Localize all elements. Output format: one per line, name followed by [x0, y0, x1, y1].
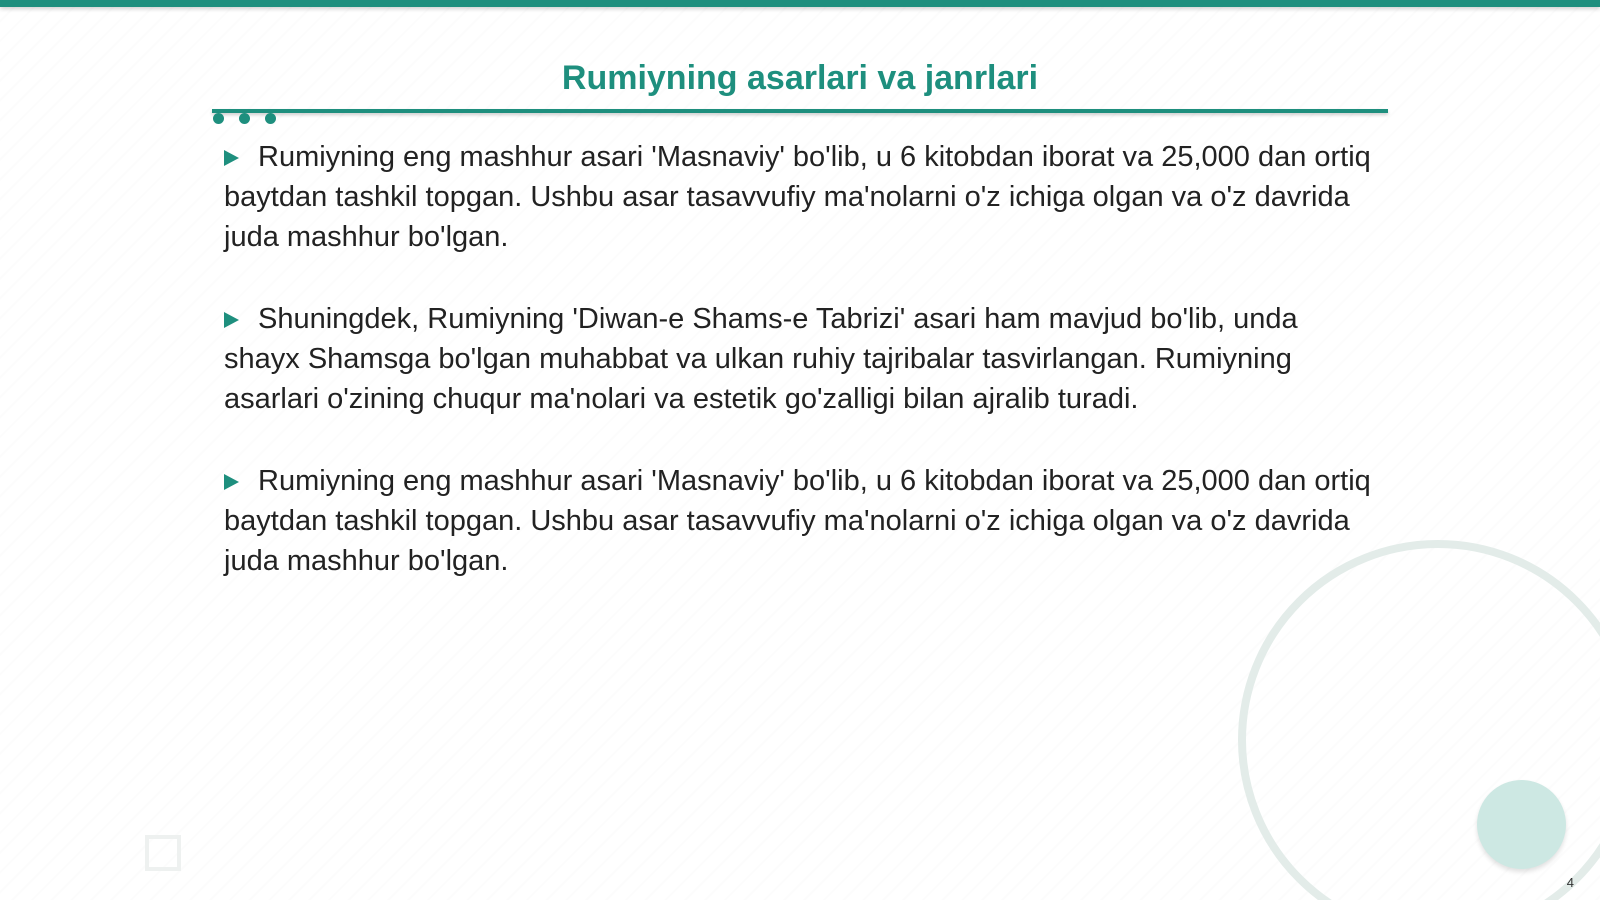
- top-accent-bar: [0, 0, 1600, 7]
- decorative-dot: [265, 113, 276, 124]
- bullet-text: Shuningdek, Rumiyning 'Diwan-e Shams-e Tabrizi' asari ham mavjud bo'lib, unda shayx Shamsga bo'lgan muhabbat va ulkan ruhiy tajribalar tasvirlangan. Rumiyning asarlari o'zining chuqur ma'nolari va estetik go'zalligi bilan ajralib turadi.: [224, 303, 1298, 415]
- bullet-item: [224, 299, 1374, 419]
- slide-title: Rumiyning asarlari va janrlari: [561, 59, 1039, 97]
- triangle-right-icon: [224, 312, 239, 328]
- decorative-dot: [213, 113, 224, 124]
- title-underline: [212, 109, 1388, 113]
- bullet-list: [224, 137, 1374, 623]
- decorative-square: [145, 835, 181, 871]
- triangle-right-icon: [224, 150, 239, 166]
- triangle-right-icon: [224, 474, 239, 490]
- bullet-item: [224, 461, 1374, 581]
- bullet-text: Rumiyning eng mashhur asari 'Masnaviy' bo'lib, u 6 kitobdan iborat va 25,000 dan ortiq baytdan tashkil topgan. Ushbu asar tasavvufiy ma'nolarni o'z ichiga olgan va o'z davrida juda mashhur bo'lgan.: [224, 465, 1371, 577]
- page-number: 4: [1566, 875, 1574, 890]
- bullet-item: [224, 137, 1374, 257]
- bullet-text: Rumiyning eng mashhur asari 'Masnaviy' bo'lib, u 6 kitobdan iborat va 25,000 dan ortiq baytdan tashkil topgan. Ushbu asar tasavvufiy ma'nolarni o'z ichiga olgan va o'z davrida juda mashhur bo'lgan.: [224, 141, 1371, 253]
- decorative-circle: [1477, 780, 1566, 869]
- decorative-dot: [239, 113, 250, 124]
